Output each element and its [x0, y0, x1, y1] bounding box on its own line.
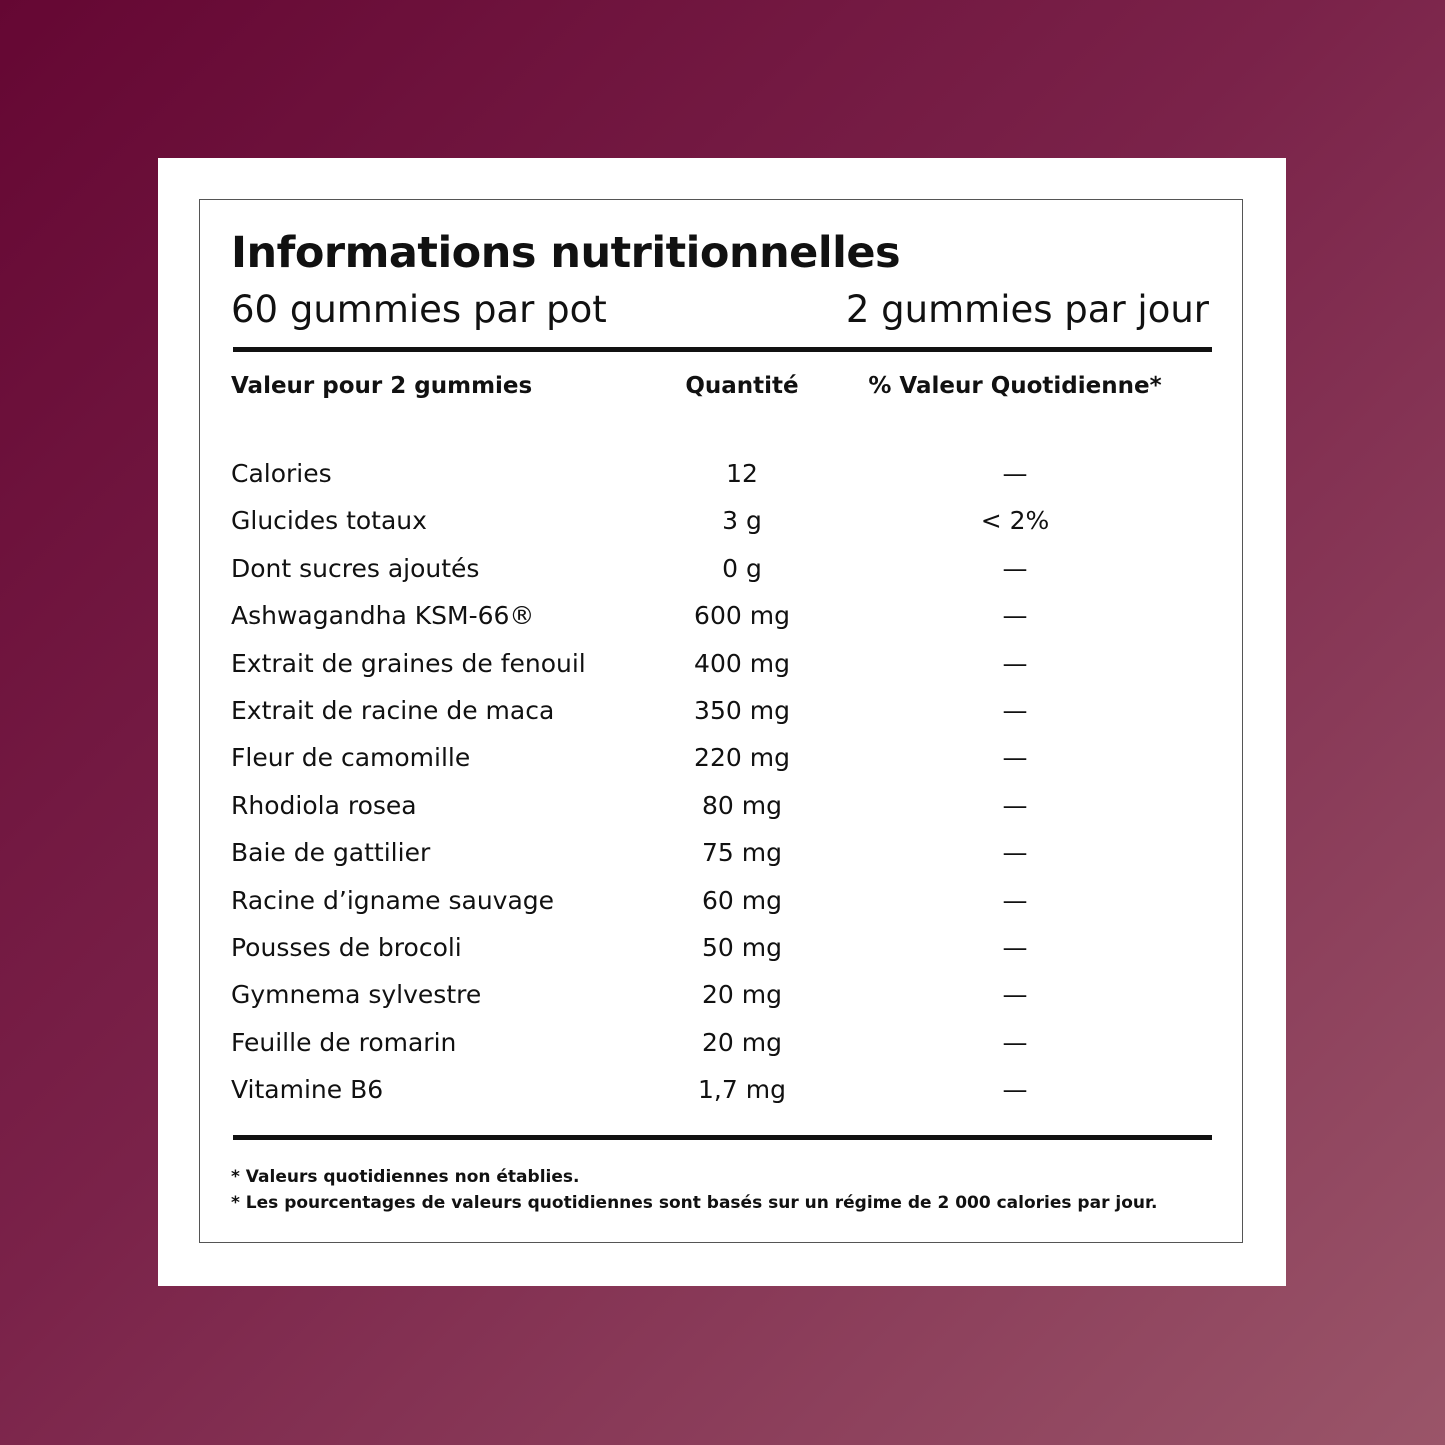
nutrient-name: Racine d’igname sauvage	[231, 885, 555, 915]
nutrient-name: Rhodiola rosea	[231, 790, 417, 820]
nutrient-quantity: 60 mg	[702, 885, 782, 915]
table-row	[200, 877, 1242, 924]
nutrient-name: Baie de gattilier	[231, 838, 431, 868]
table-row	[200, 640, 1242, 687]
nutrient-quantity: 1,7 mg	[698, 1075, 786, 1105]
nutrient-name: Vitamine B6	[231, 1075, 384, 1105]
nutrient-name: Feuille de romarin	[231, 1027, 457, 1057]
footnote-1: * Valeurs quotidiennes non établies.	[231, 1167, 580, 1187]
table-row	[200, 924, 1242, 971]
nutrient-name: Extrait de racine de maca	[231, 695, 555, 725]
nutrient-daily-value: —	[1002, 743, 1028, 773]
table-row	[200, 971, 1242, 1018]
nutrient-quantity: 75 mg	[702, 838, 782, 868]
nutrient-name: Fleur de camomille	[231, 743, 471, 773]
top-divider	[233, 347, 1212, 352]
table-row	[200, 450, 1242, 497]
nutrient-quantity: 80 mg	[702, 790, 782, 820]
nutrient-quantity: 3 g	[722, 506, 762, 536]
column-header-name: Valeur pour 2 gummies	[231, 373, 533, 399]
nutrient-daily-value: —	[1002, 1075, 1028, 1105]
column-header-quantity: Quantité	[685, 373, 799, 399]
nutrient-name: Calories	[231, 459, 332, 488]
nutrient-daily-value: —	[1002, 885, 1028, 915]
table-row	[200, 1066, 1242, 1113]
nutrient-daily-value: —	[1002, 932, 1028, 962]
footnote-2: * Les pourcentages de valeurs quotidiennes sont basés sur un régime de 2 000 calories par jour.	[231, 1193, 1158, 1213]
bottom-divider	[233, 1135, 1212, 1140]
serving-per-day: 2 gummies par jour	[845, 288, 1209, 331]
nutrient-daily-value: < 2%	[980, 506, 1050, 536]
nutrient-daily-value: —	[1002, 980, 1028, 1010]
nutrient-quantity: 220 mg	[694, 743, 790, 773]
table-row	[200, 782, 1242, 829]
table-row	[200, 687, 1242, 734]
nutrition-card	[158, 158, 1286, 1286]
table-row	[200, 497, 1242, 544]
nutrient-daily-value: —	[1002, 601, 1028, 631]
nutrient-name: Glucides totaux	[231, 506, 427, 536]
nutrient-quantity: 50 mg	[702, 932, 782, 962]
nutrient-name: Ashwagandha KSM-66®	[231, 601, 535, 631]
nutrient-daily-value: —	[1002, 1027, 1028, 1057]
table-row	[200, 1019, 1242, 1066]
nutrient-daily-value: —	[1002, 459, 1028, 488]
nutrient-quantity: 20 mg	[702, 1027, 782, 1057]
nutrient-name: Pousses de brocoli	[231, 932, 462, 962]
table-row	[200, 592, 1242, 639]
nutrient-daily-value: —	[1002, 790, 1028, 820]
nutrient-daily-value: —	[1002, 695, 1028, 725]
column-header-daily-value: % Valeur Quotidienne*	[868, 373, 1162, 399]
nutrient-daily-value: —	[1002, 553, 1028, 583]
nutrition-panel	[199, 199, 1243, 1243]
nutrient-daily-value: —	[1002, 838, 1028, 868]
table-row	[200, 734, 1242, 781]
table-row	[200, 545, 1242, 592]
nutrient-quantity: 0 g	[722, 553, 762, 583]
page-title: Informations nutritionnelles	[231, 228, 901, 278]
nutrient-quantity: 350 mg	[694, 695, 790, 725]
servings-per-container: 60 gummies par pot	[231, 288, 607, 331]
nutrient-quantity: 20 mg	[702, 980, 782, 1010]
nutrient-quantity: 400 mg	[694, 648, 790, 678]
nutrient-quantity: 12	[726, 459, 758, 488]
nutrient-table	[200, 450, 1242, 1113]
nutrient-name: Extrait de graines de fenouil	[231, 648, 586, 678]
table-row	[200, 829, 1242, 876]
nutrient-name: Dont sucres ajoutés	[231, 553, 480, 583]
nutrient-quantity: 600 mg	[694, 601, 790, 631]
nutrient-name: Gymnema sylvestre	[231, 980, 482, 1010]
nutrient-daily-value: —	[1002, 648, 1028, 678]
